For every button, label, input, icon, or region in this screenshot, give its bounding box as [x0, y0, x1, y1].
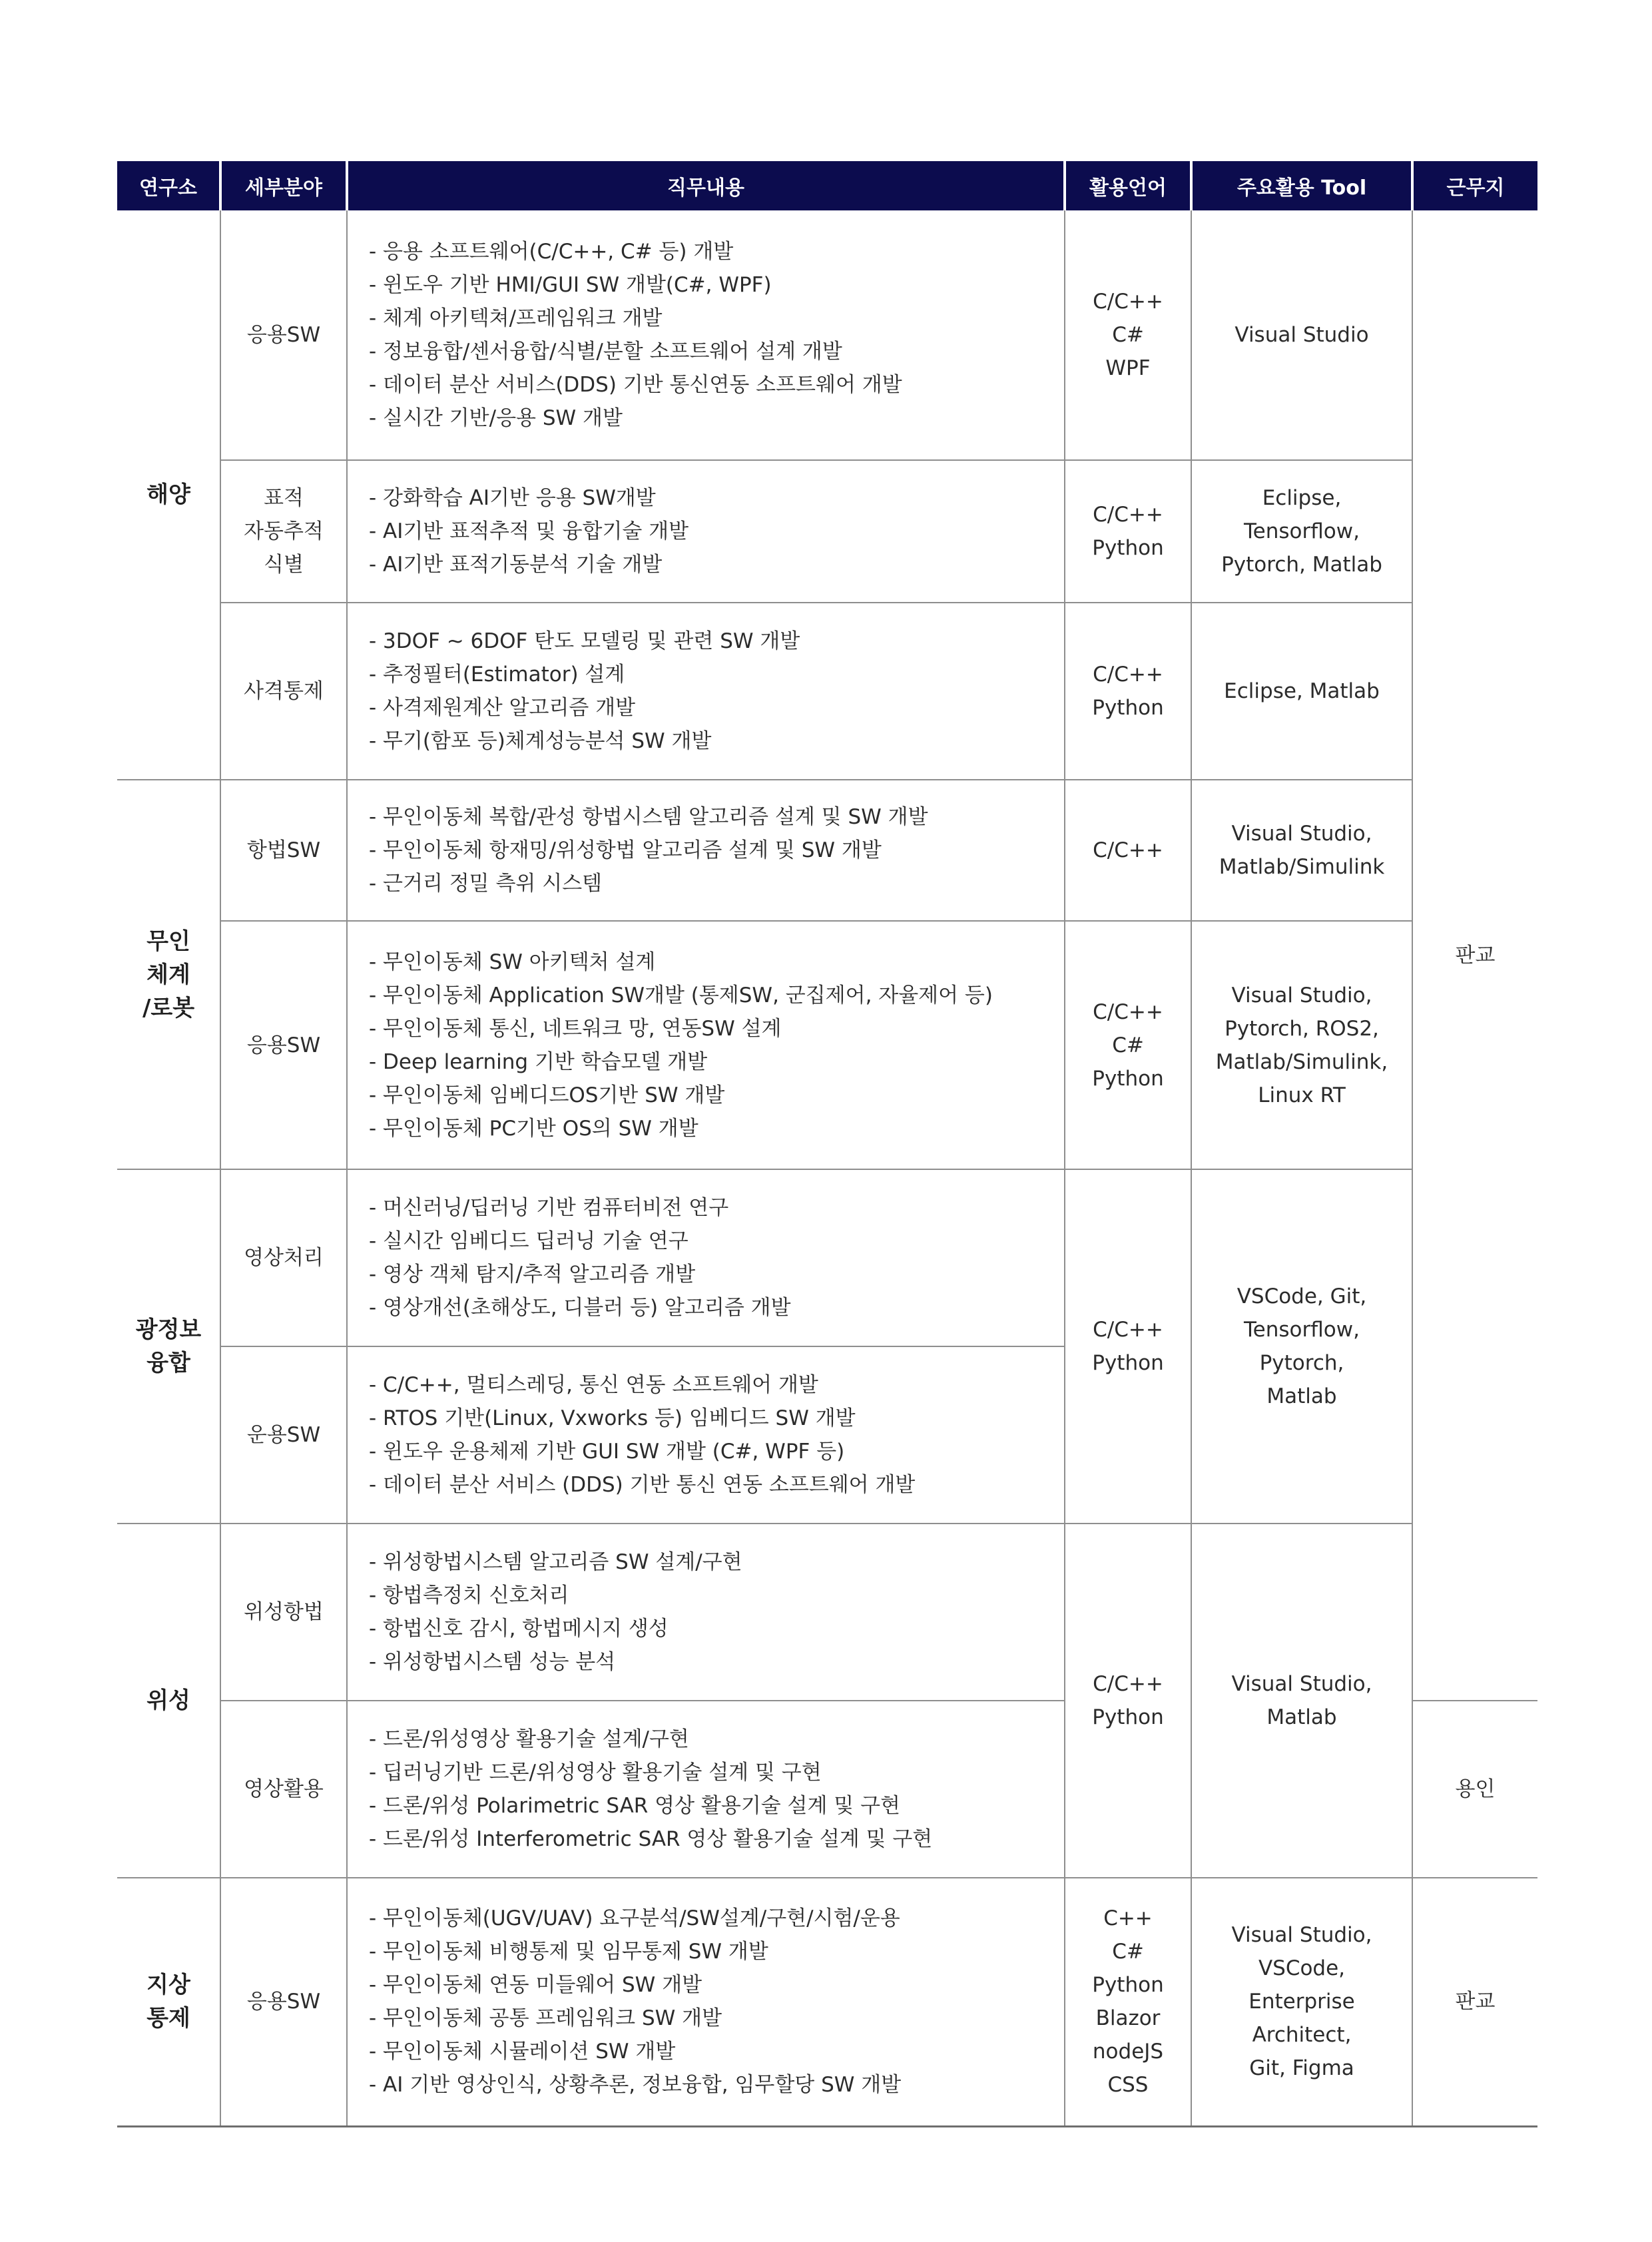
duty-item: - 머신러닝/딥러닝 기반 컴퓨터비전 연구 — [369, 1196, 729, 1220]
duty-item: - 정보융합/센서융합/식별/분할 소프트웨어 설계 개발 — [369, 340, 842, 364]
cell-line: Visual Studio, — [1231, 1923, 1372, 1948]
tool-cell — [1191, 1169, 1412, 1524]
duty-item: - 무인이동체 공통 프레임워크 SW 개발 — [369, 2006, 722, 2031]
table-row — [117, 210, 1537, 460]
header-location: 근무지 — [1412, 161, 1537, 210]
cell-line: VSCode, — [1258, 1956, 1346, 1981]
cell-line: 운용SW — [246, 1423, 321, 1447]
cell-line: Pytorch, ROS2, — [1225, 1016, 1379, 1041]
field-cell — [220, 921, 347, 1169]
duty-item: - 무인이동체 비행통제 및 임무통제 SW 개발 — [369, 1940, 768, 1964]
duties-cell — [347, 1878, 1065, 2126]
duty-item: - 실시간 기반/응용 SW 개발 — [369, 406, 623, 430]
cell-line: Visual Studio, — [1231, 983, 1372, 1007]
duty-item: - 사격제원계산 알고리즘 개발 — [369, 696, 636, 720]
duty-item: - RTOS 기반(Linux, Vxworks 등) 임베디드 SW 개발 — [369, 1406, 856, 1430]
cell-line: Eclipse, Matlab — [1224, 679, 1380, 703]
duties-cell — [347, 603, 1065, 780]
tool-cell — [1191, 210, 1412, 460]
cell-line: Tensorflow, — [1244, 1318, 1360, 1342]
duties-cell — [347, 1169, 1065, 1346]
cell-line: 지상 — [146, 1972, 190, 1999]
duty-item: - 무기(함포 등)체계성능분석 SW 개발 — [369, 729, 712, 753]
cell-line: 위성 — [146, 1687, 190, 1714]
header-tool: 주요활용 Tool — [1191, 161, 1412, 210]
duty-item: - 응용 소프트웨어(C/C++, C# 등) 개발 — [369, 240, 734, 264]
table-header — [117, 161, 1537, 210]
duty-item: - 드론/위성 Interferometric SAR 영상 활용기술 설계 및 구현 — [369, 1827, 933, 1851]
cell-line: Tensorflow, — [1244, 519, 1360, 543]
duty-item: - 3DOF ~ 6DOF 탄도 모델링 및 관련 SW 개발 — [369, 629, 800, 653]
field-cell — [220, 603, 347, 780]
cell-line: 응용SW — [246, 1033, 321, 1057]
cell-line: Matlab/Simulink — [1219, 855, 1385, 879]
duty-item: - 근거리 정밀 측위 시스템 — [369, 872, 603, 896]
cell-line: Visual Studio — [1235, 323, 1369, 347]
field-cell — [220, 1524, 347, 1701]
duty-item: - 데이터 분산 서비스 (DDS) 기반 통신 연동 소프트웨어 개발 — [369, 1473, 916, 1497]
duty-item: - C/C++, 멀티스레딩, 통신 연동 소프트웨어 개발 — [369, 1373, 818, 1397]
field-cell — [220, 1878, 347, 2126]
duty-item: - AI 기반 영상인식, 상황추론, 정보융합, 임무할당 SW 개발 — [369, 2073, 902, 2098]
field-cell — [220, 1701, 347, 1878]
cell-line: C/C++ — [1093, 290, 1163, 314]
duty-item: - AI기반 표적추적 및 융합기술 개발 — [369, 519, 689, 543]
table-row — [117, 780, 1537, 921]
duty-item: - 실시간 임베디드 딥러닝 기술 연구 — [369, 1229, 688, 1253]
duty-item: - 체계 아키텍쳐/프레임워크 개발 — [369, 306, 663, 330]
cell-line: 체계 — [146, 961, 190, 988]
cell-line: 응용SW — [246, 1990, 321, 2014]
duty-item: - 위성항법시스템 성능 분석 — [369, 1650, 616, 1674]
duty-item: - 강화학습 AI기반 응용 SW개발 — [369, 486, 656, 510]
location-cell — [1412, 1701, 1537, 1878]
duty-item: - 영상 객체 탐지/추적 알고리즘 개발 — [369, 1262, 696, 1286]
duty-item: - 추정필터(Estimator) 설계 — [369, 663, 625, 687]
lab-cell — [117, 1524, 220, 1878]
duty-item: - 무인이동체 복합/관성 항법시스템 알고리즘 설계 및 SW 개발 — [369, 805, 928, 829]
language-cell — [1065, 460, 1191, 603]
cell-line: Python — [1092, 696, 1164, 720]
cell-line: Visual Studio, — [1231, 1672, 1372, 1696]
cell-line: Pytorch, Matlab — [1221, 553, 1382, 577]
duty-item: - 항법신호 감시, 항법메시지 생성 — [369, 1617, 669, 1641]
duty-item: - 윈도우 운용체제 기반 GUI SW 개발 (C#, WPF 등) — [369, 1440, 845, 1464]
cell-line: CSS — [1107, 2073, 1149, 2098]
table-row — [117, 1524, 1537, 1701]
duty-item: - 무인이동체 임베디드OS기반 SW 개발 — [369, 1083, 725, 1107]
duty-item: - 무인이동체 연동 미들웨어 SW 개발 — [369, 1973, 702, 1998]
cell-line: C/C++ — [1093, 503, 1163, 527]
cell-line: Blazor — [1095, 2006, 1161, 2031]
field-cell — [220, 780, 347, 921]
field-cell — [220, 1346, 347, 1524]
language-cell — [1065, 1169, 1191, 1524]
header-field: 세부분야 — [220, 161, 347, 210]
location-cell — [1412, 1878, 1537, 2126]
cell-line: 응용SW — [246, 323, 321, 347]
duty-item: - 무인이동체 통신, 네트워크 망, 연동SW 설계 — [369, 1016, 782, 1041]
language-cell — [1065, 210, 1191, 460]
cell-line: C/C++ — [1093, 1318, 1163, 1342]
cell-line: VSCode, Git, — [1237, 1284, 1367, 1308]
duty-item: - 무인이동체 SW 아키텍처 설계 — [369, 950, 656, 974]
cell-line: 자동추적 — [244, 519, 324, 543]
cell-line: 사격통제 — [244, 679, 324, 703]
lab-cell — [117, 780, 220, 1169]
header-language: 활용언어 — [1065, 161, 1191, 210]
duty-item: - 위성항법시스템 알고리즘 SW 설계/구현 — [369, 1550, 742, 1574]
cell-line: 영상활용 — [244, 1777, 324, 1801]
cell-line: /로봇 — [142, 994, 195, 1021]
header-row — [117, 161, 1537, 210]
cell-line: 위성항법 — [244, 1600, 324, 1624]
field-cell — [220, 460, 347, 603]
cell-line: Pytorch, — [1259, 1351, 1344, 1375]
cell-line: 표적 — [264, 486, 304, 510]
cell-line: C# — [1112, 1940, 1144, 1964]
cell-line: Python — [1092, 536, 1164, 560]
duty-item: - 무인이동체 시뮬레이션 SW 개발 — [369, 2040, 676, 2064]
table-row — [117, 921, 1537, 1169]
lab-cell — [117, 1169, 220, 1524]
header-duties: 직무내용 — [347, 161, 1065, 210]
table-row — [117, 1878, 1537, 2126]
cell-line: C/C++ — [1093, 999, 1163, 1024]
cell-line: Eclipse, — [1262, 486, 1342, 510]
language-cell — [1065, 1878, 1191, 2126]
table-row — [117, 460, 1537, 603]
cell-line: C/C++ — [1093, 1672, 1163, 1696]
duty-item: - 무인이동체 Application SW개발 (통제SW, 군집제어, 자율제어 등) — [369, 983, 993, 1007]
language-cell — [1065, 1524, 1191, 1878]
table-body — [117, 210, 1537, 2126]
cell-line: 영상처리 — [244, 1246, 324, 1270]
cell-line: 통제 — [146, 2005, 190, 2032]
lab-cell — [117, 1878, 220, 2126]
duty-item: - 항법측정치 신호처리 — [369, 1583, 569, 1607]
tool-cell — [1191, 1878, 1412, 2126]
duty-item: - 영상개선(초해상도, 디블러 등) 알고리즘 개발 — [369, 1296, 791, 1320]
duties-cell — [347, 1524, 1065, 1701]
duty-item: - 드론/위성 Polarimetric SAR 영상 활용기술 설계 및 구현 — [369, 1794, 900, 1818]
language-cell — [1065, 921, 1191, 1169]
tool-cell — [1191, 460, 1412, 603]
cell-line: 용인 — [1455, 1777, 1496, 1801]
cell-line: WPF — [1105, 356, 1151, 380]
header-lab: 연구소 — [117, 161, 220, 210]
duties-cell — [347, 921, 1065, 1169]
table-row — [117, 603, 1537, 780]
cell-line: 판교 — [1455, 1990, 1496, 2014]
duty-item: - 데이터 분산 서비스(DDS) 기반 통신연동 소프트웨어 개발 — [369, 373, 902, 397]
tool-cell — [1191, 1524, 1412, 1878]
cell-line: C# — [1112, 323, 1144, 347]
duty-item: - Deep learning 기반 학습모델 개발 — [369, 1049, 708, 1074]
cell-line: C# — [1112, 1033, 1144, 1057]
duty-item: - 무인이동체(UGV/UAV) 요구분석/SW설계/구현/시험/운용 — [369, 1906, 900, 1931]
table-row — [117, 1169, 1537, 1346]
job-table — [117, 161, 1537, 2127]
tool-cell — [1191, 921, 1412, 1169]
cell-line: nodeJS — [1092, 2040, 1164, 2064]
cell-line: 식별 — [264, 553, 304, 577]
tool-cell — [1191, 603, 1412, 780]
cell-line: Visual Studio, — [1231, 822, 1372, 846]
duties-cell — [347, 460, 1065, 603]
cell-line: 판교 — [1455, 943, 1496, 968]
duty-item: - 드론/위성영상 활용기술 설계/구현 — [369, 1727, 689, 1751]
cell-line: Matlab — [1266, 1384, 1337, 1408]
cell-line: Linux RT — [1258, 1083, 1346, 1107]
duty-item: - 윈도우 기반 HMI/GUI SW 개발(C#, WPF) — [369, 273, 772, 297]
field-cell — [220, 210, 347, 460]
cell-line: C++ — [1103, 1906, 1153, 1931]
duty-item: - 딥러닝기반 드론/위성영상 활용기술 설계 및 구현 — [369, 1761, 822, 1785]
duties-cell — [347, 1346, 1065, 1524]
duty-item: - AI기반 표적기동분석 기술 개발 — [369, 553, 663, 577]
cell-line: 광정보 — [135, 1316, 202, 1343]
cell-line: Matlab — [1266, 1705, 1337, 1729]
cell-line: 항법SW — [246, 838, 321, 862]
duties-cell — [347, 210, 1065, 460]
cell-line: C/C++ — [1093, 663, 1163, 687]
duty-item: - 무인이동체 PC기반 OS의 SW 개발 — [369, 1116, 698, 1141]
cell-line: Python — [1092, 1705, 1164, 1729]
cell-line: Matlab/Simulink, — [1215, 1049, 1388, 1074]
cell-line: Python — [1092, 1351, 1164, 1375]
language-cell — [1065, 780, 1191, 921]
location-cell — [1412, 210, 1537, 1701]
cell-line: 융합 — [146, 1350, 190, 1376]
cell-line: Enterprise Architect, — [1248, 1990, 1355, 2048]
duties-cell — [347, 1701, 1065, 1878]
cell-line: Python — [1092, 1973, 1164, 1998]
field-cell — [220, 1169, 347, 1346]
duty-item: - 무인이동체 항재밍/위성항법 알고리즘 설계 및 SW 개발 — [369, 838, 882, 862]
cell-line: 해양 — [146, 481, 190, 508]
tool-cell — [1191, 780, 1412, 921]
cell-line: Python — [1092, 1066, 1164, 1091]
cell-line: Git, Figma — [1249, 2056, 1354, 2081]
duties-cell — [347, 780, 1065, 921]
cell-line: 무인 — [146, 928, 190, 955]
language-cell — [1065, 603, 1191, 780]
cell-line: C/C++ — [1093, 838, 1163, 862]
lab-cell — [117, 210, 220, 780]
